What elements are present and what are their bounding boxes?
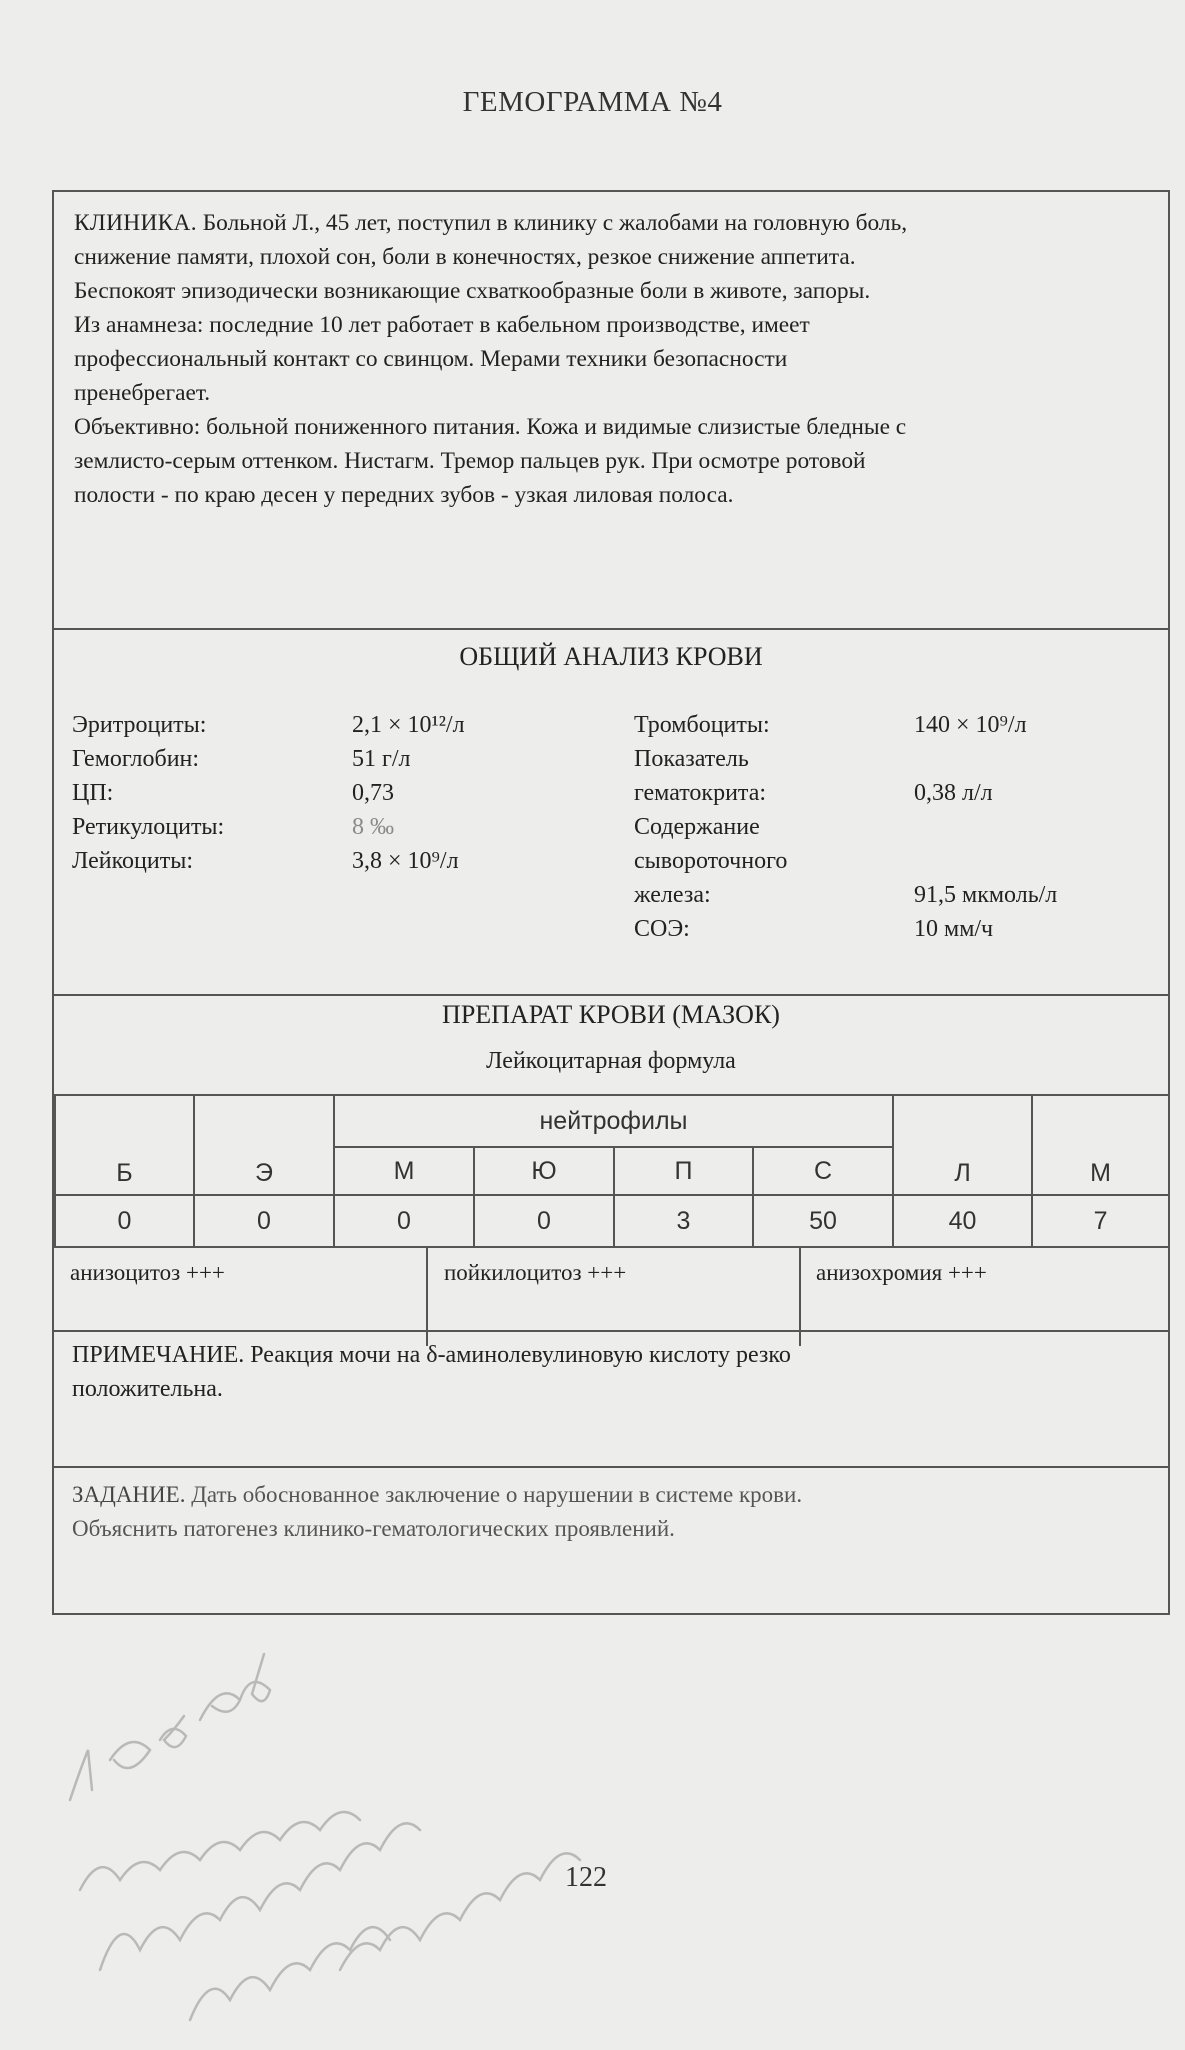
clinic-heading: КЛИНИКА. [74,210,197,236]
platelets-label: Тромбоциты: [634,712,770,738]
leukocyte-formula-table [54,1094,1170,1248]
rbc-value: 2,1 × 10¹²/л [352,712,465,738]
value-segmented: 50 [753,1195,893,1247]
header-band: П [614,1147,753,1195]
note-heading: ПРИМЕЧАНИЕ. [72,1342,245,1368]
clinic-line: снижение памяти, плохой сон, боли в конечностях, резкое снижение аппетита. [74,244,856,270]
leukocyte-formula-subtitle: Лейкоцитарная формула [486,1048,736,1074]
color-index-value: 0,73 [352,780,394,806]
blood-test-title: ОБЩИЙ АНАЛИЗ КРОВИ [459,642,763,671]
clinic-line: профессиональный контакт со свинцом. Мерами техники безопасности [74,346,788,372]
value-band: 3 [614,1195,753,1247]
task-line: Объяснить патогенез клинико-гематологических проявлений. [72,1516,675,1541]
serum-iron-label-line1: Содержание [634,814,760,840]
header-segmented: С [753,1147,893,1195]
color-index-label: ЦП: [72,780,114,806]
hemoglobin-value: 51 г/л [352,746,411,772]
poikilocytosis: пойкилоцитоз +++ [444,1260,627,1285]
header-lymphocytes: Л [893,1095,1032,1195]
task-heading: ЗАДАНИЕ. [72,1482,186,1507]
clinic-line: полости - по краю десен у передних зубов - узкая лиловая полоса. [74,482,734,508]
clinic-section [54,192,1168,628]
anisocytosis: анизоцитоз +++ [70,1260,225,1285]
clinic-line: землисто-серым оттенком. Нистагм. Тремор пальцев рук. При осмотре ротовой [74,448,866,474]
clinic-line: КЛИНИКА. Больной Л., 45 лет, поступил в клинику с жалобами на головную боль, [74,210,908,236]
leukocytes-label: Лейкоциты: [72,848,194,874]
value-myelocytes: 0 [334,1195,474,1247]
header-monocytes: М [1032,1095,1169,1195]
reticulocytes-label: Ретикулоциты: [72,814,225,840]
hematocrit-value: 0,38 л/л [914,780,993,806]
hematocrit-label-line2: гематокрита: [634,780,767,806]
blood-test-section [54,628,1168,994]
neutrophils-group-header: нейтрофилы [334,1095,893,1147]
header-eosinophils: Э [194,1095,334,1195]
page-number: 122 [565,1862,607,1893]
platelets-value: 140 × 10⁹/л [914,712,1027,738]
note-line: положительна. [72,1376,223,1402]
esr-value: 10 мм/ч [914,916,994,942]
esr-label: СОЭ: [634,916,690,942]
clinic-line: Беспокоят эпизодически возникающие схваткообразные боли в животе, запоры. [74,278,871,304]
serum-iron-label-line2: сывороточного [634,848,788,874]
task-line: ЗАДАНИЕ. Дать обоснованное заключение о нарушении в системе крови. [72,1482,803,1507]
value-monocytes: 7 [1032,1195,1169,1247]
clinic-line: Из анамнеза: последние 10 лет работает в кабельном производстве, имеет [74,312,810,338]
task-section [54,1466,1168,1617]
handwritten-scribble [40,1640,640,2050]
clinic-line: пренебрегает. [74,380,211,406]
page-title: ГЕМОГРАММА №4 [462,86,723,118]
value-basophils: 0 [55,1195,194,1247]
serum-iron-label-line3: железа: [634,882,711,908]
note-line: ПРИМЕЧАНИЕ. Реакция мочи на δ-аминолевулиновую кислоту резко [72,1342,791,1368]
header-myelocytes: М [334,1147,474,1195]
leukocytes-value: 3,8 × 10⁹/л [352,848,459,874]
reticulocytes-value: 8 ‰ [352,814,394,840]
hemoglobin-label: Гемоглобин: [72,746,200,772]
anisochromia: анизохромия +++ [816,1260,987,1285]
rbc-label: Эритроциты: [72,712,207,738]
case-frame [52,190,1170,1615]
hematocrit-label-line1: Показатель [634,746,749,772]
value-lymphocytes: 40 [893,1195,1032,1247]
serum-iron-value: 91,5 мкмоль/л [914,882,1058,908]
note-section [54,1330,1168,1466]
smear-title: ПРЕПАРАТ КРОВИ (МАЗОК) [442,1000,780,1029]
value-eosinophils: 0 [194,1195,334,1247]
header-young: Ю [474,1147,614,1195]
clinic-line: Объективно: больной пониженного питания. Кожа и видимые слизистые бледные с [74,414,907,440]
header-basophils: Б [55,1095,194,1195]
value-young: 0 [474,1195,614,1247]
